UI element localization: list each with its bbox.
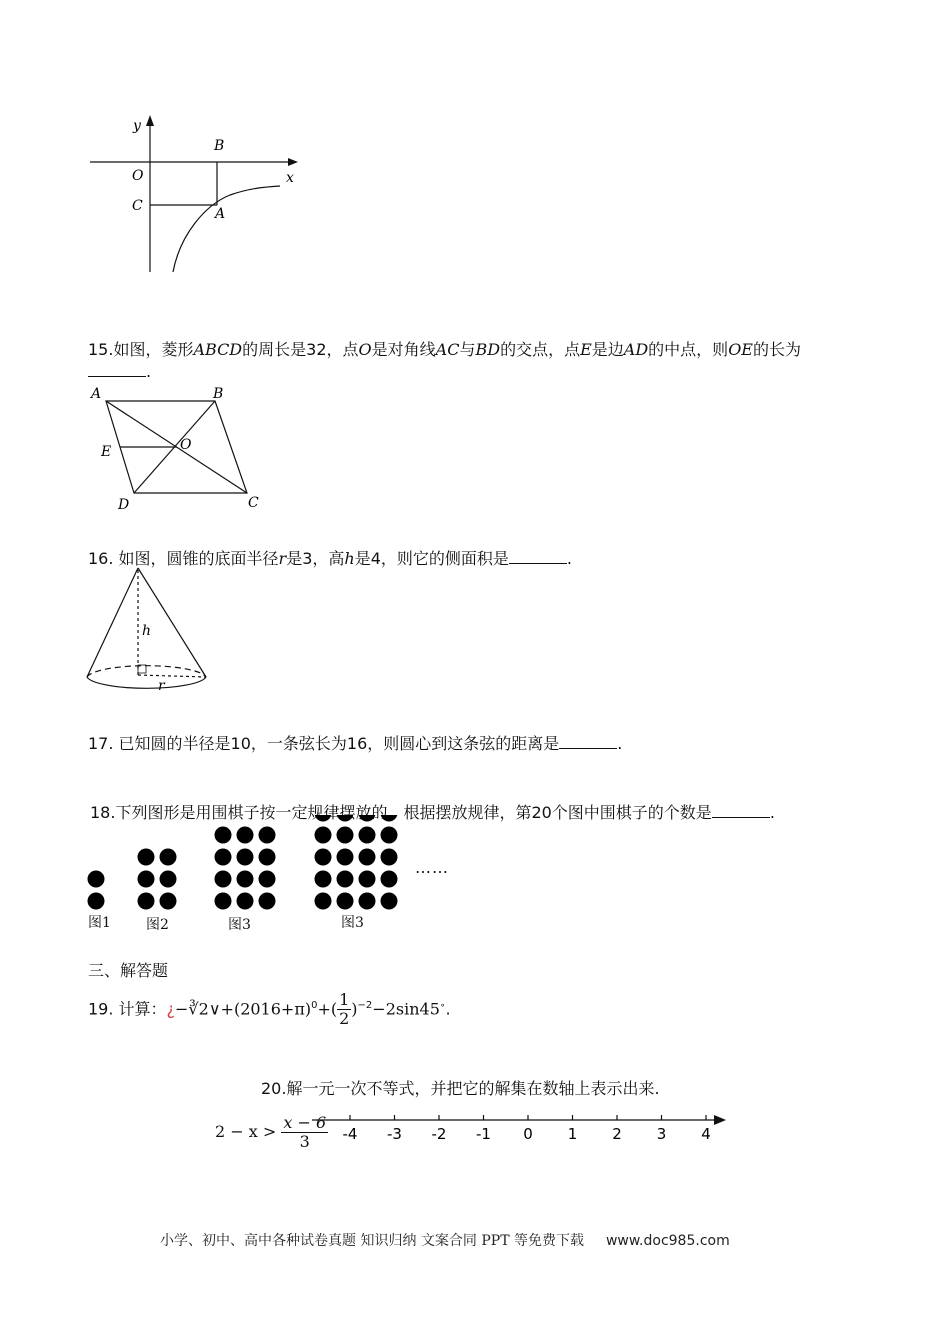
- q15-text: 与: [459, 340, 476, 359]
- question-17: [88, 731, 622, 754]
- q19-exponent: 0: [311, 1000, 318, 1011]
- go-stone: [337, 827, 354, 844]
- q15-text: 是边: [591, 340, 624, 359]
- go-stone: [160, 893, 177, 910]
- go-stone: [381, 827, 398, 844]
- period: .: [146, 362, 152, 381]
- label-O: O: [180, 437, 192, 453]
- go-stone: [215, 849, 232, 866]
- question-15: [88, 337, 801, 360]
- go-stone: [138, 871, 155, 888]
- go-stone: [337, 815, 354, 822]
- go-stone: [359, 871, 376, 888]
- q19-fraction: [337, 991, 351, 1028]
- q19-degree: ∘: [439, 1001, 446, 1011]
- section-heading: 三、解答题: [88, 961, 169, 980]
- pattern-label-4: 图3: [341, 915, 364, 931]
- figure-cone: [80, 565, 220, 705]
- answer-blank[interactable]: [509, 549, 567, 564]
- go-stone: [160, 871, 177, 888]
- q15-answer-line: [88, 362, 151, 381]
- number-line-label: -4: [342, 1125, 358, 1143]
- q15-text: 的周长是32，点: [242, 340, 359, 359]
- q15-text: 是对角线: [371, 340, 436, 359]
- q15-text: 的长为: [752, 340, 801, 359]
- go-stone: [88, 871, 105, 888]
- go-stone: [337, 893, 354, 910]
- go-stone: [359, 893, 376, 910]
- q15-abcd: ABCD: [193, 340, 243, 359]
- q19-expr: +(: [317, 999, 338, 1019]
- frac-num: 1: [339, 990, 350, 1010]
- label-r: r: [158, 678, 165, 694]
- go-stone: [215, 827, 232, 844]
- go-stone: [337, 849, 354, 866]
- q19-expr: −∛2∨+(2016+π): [175, 999, 312, 1019]
- label-C: C: [132, 198, 143, 214]
- q19-exponent: −2: [357, 1000, 373, 1011]
- frac-den: 3: [299, 1132, 310, 1151]
- go-stone: [359, 827, 376, 844]
- q15-oe: OE: [728, 340, 753, 359]
- answer-blank[interactable]: [712, 803, 770, 818]
- go-stone: [315, 871, 332, 888]
- label-A: A: [215, 206, 226, 222]
- go-stone: [259, 893, 276, 910]
- label-O: O: [132, 168, 144, 184]
- period: .: [769, 803, 775, 822]
- go-stone: [337, 871, 354, 888]
- go-stone: [160, 849, 177, 866]
- go-stone: [259, 871, 276, 888]
- go-stone: [381, 893, 398, 910]
- footer: [160, 1230, 730, 1250]
- number-line-label: -2: [431, 1125, 447, 1143]
- go-stone: [215, 893, 232, 910]
- number-line-label: 3: [656, 1125, 667, 1143]
- go-stone: [315, 815, 332, 822]
- go-stone: [315, 893, 332, 910]
- go-stone: [359, 849, 376, 866]
- label-y: y: [133, 118, 141, 134]
- frac-num: x − 6: [283, 1113, 327, 1132]
- q16-text: 16. 如图，圆锥的底面半径: [88, 549, 279, 568]
- number-line-label: 0: [523, 1125, 533, 1143]
- q19-prefix: 19. 计算：: [88, 999, 167, 1019]
- label-B: B: [213, 386, 224, 402]
- go-stone: [315, 849, 332, 866]
- period: .: [617, 734, 623, 753]
- footer-text: 小学、初中、高中各种试卷真题 知识归纳 文案合同 PPT 等免费下载: [160, 1233, 584, 1249]
- period: .: [566, 549, 572, 568]
- go-stone: [381, 849, 398, 866]
- q18-text: 18.下列图形是用围棋子按一定规律摆放的，根据摆放规律，第20个图中围棋子的个数是: [90, 803, 712, 822]
- number-line-label: -1: [476, 1125, 491, 1143]
- footer-url[interactable]: www.doc985.com: [605, 1233, 730, 1249]
- q15-text: 的中点，则: [648, 340, 729, 359]
- pattern-label-2: 图2: [146, 917, 169, 933]
- go-stone: [315, 827, 332, 844]
- q15-bd: BD: [475, 340, 501, 359]
- frac-den: 2: [339, 1009, 350, 1029]
- go-stone: [259, 827, 276, 844]
- number-line-label: 4: [701, 1125, 711, 1143]
- question-20-title: 20.解一元一次不等式，并把它的解集在数轴上表示出来.: [261, 1079, 660, 1098]
- inequality-lhs: 2 − x >: [215, 1122, 277, 1141]
- go-stone: [259, 849, 276, 866]
- q15-ac: AC: [435, 340, 460, 359]
- label-D: D: [118, 497, 130, 513]
- q16-r: r: [278, 549, 287, 568]
- q19-expr: ): [351, 999, 358, 1019]
- go-stone: [237, 849, 254, 866]
- q17-text: 17. 已知圆的半径是10，一条弦长为16，则圆心到这条弦的距离是: [88, 734, 560, 753]
- q16-text: 是3，高: [286, 549, 345, 568]
- go-stone: [237, 827, 254, 844]
- q15-e: E: [580, 340, 592, 359]
- figure-rhombus: [85, 383, 270, 513]
- q15-o: O: [358, 340, 372, 359]
- label-A: A: [91, 386, 102, 402]
- q16-text: 是4，则它的侧面积是: [354, 549, 509, 568]
- q15-text: 15.如图，菱形: [88, 340, 194, 359]
- number-line-label: 1: [567, 1125, 578, 1143]
- label-E: E: [101, 444, 112, 460]
- q15-ad: AD: [623, 340, 649, 359]
- number-line-label: -3: [387, 1125, 402, 1143]
- go-stone: [88, 893, 105, 910]
- answer-blank[interactable]: [559, 734, 617, 749]
- go-stone: [215, 871, 232, 888]
- go-stone: [237, 893, 254, 910]
- label-C: C: [248, 495, 259, 511]
- pattern-ellipsis: ……: [415, 858, 449, 877]
- go-stone: [359, 815, 376, 822]
- q15-text: 的交点，点: [500, 340, 581, 359]
- q19-garbled-char: ¿: [166, 999, 176, 1019]
- label-x: x: [286, 170, 294, 186]
- number-line: [310, 1105, 730, 1150]
- q16-h: h: [344, 549, 355, 568]
- q19-expr: −2sin45: [372, 999, 440, 1019]
- go-stone: [138, 849, 155, 866]
- figure-q14: [80, 110, 310, 285]
- question-19: [88, 988, 451, 1028]
- label-h: h: [142, 623, 152, 639]
- period: .: [445, 999, 451, 1019]
- number-line-label: 2: [612, 1125, 622, 1143]
- answer-blank[interactable]: [88, 362, 146, 377]
- go-stone: [138, 893, 155, 910]
- label-B: B: [214, 138, 225, 154]
- pattern-label-1: 图1: [88, 915, 111, 931]
- pattern-label-3: 图3: [228, 917, 251, 933]
- go-stone: [381, 815, 398, 822]
- go-stone: [237, 871, 254, 888]
- go-stone: [381, 871, 398, 888]
